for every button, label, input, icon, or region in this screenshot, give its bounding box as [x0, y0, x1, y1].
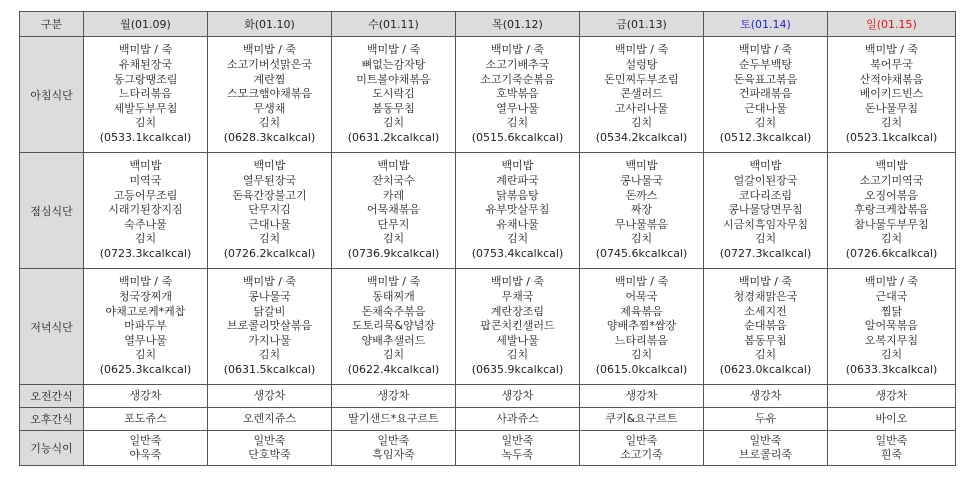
menu-item: (0633.3kcalkcal): [845, 362, 938, 376]
menu-cell: [84, 37, 208, 153]
menu-item: 김치: [630, 348, 653, 362]
menu-item: (0736.9kcalkcal): [347, 246, 440, 260]
menu-item: 일반죽: [625, 434, 658, 447]
menu-item: 백미밥 / 죽: [864, 43, 919, 57]
menu-cell: [332, 37, 456, 153]
menu-cell: [580, 385, 704, 408]
menu-cell: [704, 431, 828, 466]
menu-item: 고등어무조림: [113, 188, 178, 202]
menu-cell: [208, 385, 332, 408]
menu-item: 청국장찌개: [118, 290, 173, 304]
menu-item: 소고기배추국: [485, 58, 550, 72]
menu-cell: [704, 153, 828, 269]
menu-item: 딸기샌드*요구르트: [348, 411, 439, 425]
menu-item: 시금치흑임자무침: [722, 217, 808, 231]
menu-cell: [580, 37, 704, 153]
menu-cell: [828, 408, 956, 431]
menu-item: (0726.6kcalkcal): [845, 246, 938, 260]
menu-cell: [580, 153, 704, 269]
category-header: 구분: [20, 12, 84, 37]
menu-item: (0515.6kcalkcal): [471, 130, 564, 144]
menu-item: 생강차: [625, 388, 658, 402]
menu-cell: [456, 431, 580, 466]
menu-item: 잔치국수: [372, 174, 415, 188]
menu-cell: [456, 408, 580, 431]
menu-item: 백미밥: [253, 159, 286, 173]
menu-item: 김치: [630, 232, 653, 246]
menu-item: 느타리볶음: [118, 87, 173, 101]
menu-item: (0534.2kcalkcal): [595, 130, 688, 144]
weekly-meal-table: [19, 11, 956, 466]
menu-item: 닭볶음탕: [496, 188, 539, 202]
menu-item: (0635.9kcalkcal): [471, 362, 564, 376]
menu-item: 청경채맑은국: [733, 290, 798, 304]
row-afternoon-snack: [20, 408, 956, 431]
menu-item: 카레: [382, 188, 405, 202]
menu-item: 일반죽: [377, 434, 410, 447]
menu-item: 단무지김: [248, 203, 291, 217]
menu-item: 시래기된장지짐: [108, 203, 183, 217]
menu-cell: [704, 37, 828, 153]
menu-item: 야채고로케*케찹: [105, 304, 186, 318]
menu-cell: [84, 385, 208, 408]
menu-item: 두유: [754, 411, 777, 425]
menu-item: 스모크햄야채볶음: [226, 87, 312, 101]
menu-cell: [208, 269, 332, 385]
menu-item: 김치: [880, 232, 903, 246]
menu-item: 일반죽: [875, 434, 908, 447]
menu-item: (0723.3kcalkcal): [99, 246, 192, 260]
menu-cell: [332, 269, 456, 385]
menu-item: 열무나물: [124, 333, 167, 347]
menu-item: 백미밥: [501, 159, 534, 173]
day-header-tue: 화(01.10): [208, 12, 332, 37]
menu-item: 돈육간장불고기: [232, 188, 307, 202]
menu-item: 김치: [506, 116, 529, 130]
menu-item: 일반죽: [501, 434, 534, 447]
menu-item: 백미밥 / 죽: [738, 43, 793, 57]
menu-item: 김치: [754, 348, 777, 362]
menu-cell: [456, 269, 580, 385]
row-breakfast: [20, 37, 956, 153]
menu-item: 포도쥬스: [124, 411, 167, 425]
menu-item: (0726.2kcalkcal): [223, 246, 316, 260]
menu-item: 미역국: [129, 174, 162, 188]
menu-item: 돈나물무침: [864, 101, 919, 115]
menu-cell: [828, 269, 956, 385]
menu-item: 소고기죽순볶음: [480, 72, 555, 86]
menu-item: 야욱죽: [129, 448, 162, 461]
menu-item: 동그랑땡조림: [113, 72, 178, 86]
menu-item: 생강차: [501, 388, 534, 402]
menu-item: 사과쥬스: [496, 411, 539, 425]
menu-item: 쿠키&요구르트: [605, 411, 678, 425]
menu-item: 소고기죽: [620, 448, 663, 461]
menu-item: 생강차: [875, 388, 908, 402]
row-label-lunch: 점심식단: [20, 153, 84, 269]
menu-item: 근대국: [875, 290, 908, 304]
menu-item: 콩나물국: [248, 290, 291, 304]
menu-cell: [456, 153, 580, 269]
menu-item: 생강차: [253, 388, 286, 402]
menu-item: 콘샐러드: [620, 87, 663, 101]
menu-item: 백미밥: [875, 159, 908, 173]
meal-table-body: [20, 37, 956, 466]
day-header-fri: 금(01.13): [580, 12, 704, 37]
menu-cell: [208, 153, 332, 269]
day-header-thu: 목(01.12): [456, 12, 580, 37]
menu-item: 미트볼야채볶음: [356, 72, 431, 86]
menu-item: 김치: [506, 232, 529, 246]
menu-item: 생강차: [749, 388, 782, 402]
menu-item: 어묵국: [625, 290, 658, 304]
menu-cell: [704, 385, 828, 408]
menu-item: 돈민찌두부조림: [604, 72, 679, 86]
menu-item: 생강차: [129, 388, 162, 402]
menu-item: 백미밥: [625, 159, 658, 173]
menu-item: 코다리조림: [738, 188, 793, 202]
menu-cell: [332, 153, 456, 269]
menu-item: 유채나물: [496, 217, 539, 231]
menu-item: 닭갈비: [253, 304, 286, 318]
menu-item: 설렁탕: [625, 58, 658, 72]
menu-item: 백미밥: [129, 159, 162, 173]
menu-item: 동태찌개: [372, 290, 415, 304]
menu-item: 백미밥 / 죽: [490, 43, 545, 57]
menu-item: 김치: [134, 348, 157, 362]
menu-item: 무나물볶음: [614, 217, 669, 231]
menu-item: 김치: [630, 116, 653, 130]
menu-item: 브로콜리맛살볶음: [226, 319, 312, 333]
row-lunch: [20, 153, 956, 269]
menu-cell: [828, 153, 956, 269]
menu-item: 후랑크케찹볶음: [854, 203, 929, 217]
menu-item: 소고기미역국: [859, 174, 924, 188]
menu-item: 얼갈이된장국: [733, 174, 798, 188]
menu-item: 세발두부무침: [113, 101, 178, 115]
menu-item: 브로콜리죽: [738, 448, 793, 461]
menu-cell: [580, 408, 704, 431]
menu-item: 김치: [880, 348, 903, 362]
menu-item: 돈육표고볶음: [733, 72, 798, 86]
day-header-sun: 일(01.15): [828, 12, 956, 37]
menu-item: 뼈없는감자탕: [361, 58, 426, 72]
menu-cell: [704, 408, 828, 431]
menu-item: 백미밥 / 죽: [614, 275, 669, 289]
menu-item: 흰죽: [880, 448, 903, 461]
menu-item: 백미밥 / 죽: [366, 275, 421, 289]
menu-item: 마파두부: [124, 319, 167, 333]
menu-cell: [828, 385, 956, 408]
menu-item: 콩나물국: [620, 174, 663, 188]
menu-cell: [208, 37, 332, 153]
menu-item: 숙주나물: [124, 217, 167, 231]
menu-item: 돈까스: [625, 188, 658, 202]
menu-cell: [84, 431, 208, 466]
menu-item: 열무나물: [496, 101, 539, 115]
menu-item: 산적야채볶음: [859, 72, 924, 86]
menu-item: 백미밥: [749, 159, 782, 173]
menu-item: 도토리묵&양념장: [352, 319, 435, 333]
menu-item: 계란파국: [496, 174, 539, 188]
menu-item: 김치: [506, 348, 529, 362]
menu-item: 알어묵볶음: [864, 319, 919, 333]
menu-cell: [580, 431, 704, 466]
menu-cell: [84, 153, 208, 269]
menu-item: (0631.2kcalkcal): [347, 130, 440, 144]
menu-item: 찜닭: [880, 304, 903, 318]
menu-item: 순대볶음: [744, 319, 787, 333]
menu-item: 유부맛살무침: [485, 203, 550, 217]
menu-item: 제육볶음: [620, 304, 663, 318]
menu-item: 백미밥 / 죽: [242, 275, 297, 289]
menu-item: 백미밥: [377, 159, 410, 173]
menu-item: (0623.0kcalkcal): [719, 362, 812, 376]
menu-item: (0727.3kcalkcal): [719, 246, 812, 260]
menu-item: (0533.1kcalkcal): [99, 130, 192, 144]
menu-cell: [580, 269, 704, 385]
menu-item: 느타리볶음: [614, 333, 669, 347]
menu-cell: [208, 408, 332, 431]
menu-item: 봄동무침: [744, 333, 787, 347]
menu-item: 김치: [258, 116, 281, 130]
menu-item: 백미밥 / 죽: [614, 43, 669, 57]
menu-item: 김치: [382, 348, 405, 362]
menu-item: (0631.5kcalkcal): [223, 362, 316, 376]
menu-cell: [332, 431, 456, 466]
menu-item: 콩나물당면무침: [728, 203, 803, 217]
menu-cell: [332, 408, 456, 431]
menu-item: (0615.0kcalkcal): [595, 362, 688, 376]
menu-item: 오렌지쥬스: [242, 411, 297, 425]
menu-item: 백미밥 / 죽: [738, 275, 793, 289]
menu-item: 근대나물: [248, 217, 291, 231]
menu-item: 짜장: [630, 203, 653, 217]
menu-item: 백미밥 / 죽: [490, 275, 545, 289]
menu-item: 김치: [382, 232, 405, 246]
menu-item: 근대나물: [744, 101, 787, 115]
menu-item: 김치: [258, 232, 281, 246]
menu-item: (0512.3kcalkcal): [719, 130, 812, 144]
row-label-dinner: 저녁식단: [20, 269, 84, 385]
menu-cell: [704, 269, 828, 385]
row-label-breakfast: 아침식단: [20, 37, 84, 153]
menu-item: 계란장조림: [490, 304, 545, 318]
menu-item: 오복지무침: [864, 333, 919, 347]
menu-item: 북어무국: [870, 58, 913, 72]
menu-item: 양배추찜*쌈장: [606, 319, 677, 333]
menu-item: 오징어볶음: [864, 188, 919, 202]
menu-cell: [456, 385, 580, 408]
menu-item: 돈채숙주볶음: [361, 304, 426, 318]
day-header-sat: 토(01.14): [704, 12, 828, 37]
day-header-mon: 월(01.09): [84, 12, 208, 37]
menu-item: (0753.4kcalkcal): [471, 246, 564, 260]
menu-item: 베이키드빈스: [859, 87, 924, 101]
menu-item: (0745.6kcalkcal): [595, 246, 688, 260]
menu-cell: [456, 37, 580, 153]
menu-item: 열무된장국: [242, 174, 297, 188]
menu-item: (0625.3kcalkcal): [99, 362, 192, 376]
menu-item: 녹두죽: [501, 448, 534, 461]
menu-item: 바이오: [875, 411, 908, 425]
menu-cell: [332, 385, 456, 408]
menu-item: 단무지: [377, 217, 410, 231]
row-label-functional: 기능식이: [20, 431, 84, 466]
menu-cell: [828, 431, 956, 466]
day-header-wed: 수(01.11): [332, 12, 456, 37]
menu-item: 일반죽: [129, 434, 162, 447]
menu-item: 일반죽: [749, 434, 782, 447]
row-label-afternoon-snack: 오후간식: [20, 408, 84, 431]
menu-item: 무채국: [501, 290, 534, 304]
menu-item: 팝콘치킨샐러드: [480, 319, 555, 333]
row-label-morning-snack: 오전간식: [20, 385, 84, 408]
menu-item: 순두부백탕: [738, 58, 793, 72]
menu-item: 김치: [754, 232, 777, 246]
menu-item: 계란찜: [253, 72, 286, 86]
menu-item: 김치: [754, 116, 777, 130]
menu-cell: [84, 408, 208, 431]
menu-item: 생강차: [377, 388, 410, 402]
menu-item: 유채된장국: [118, 58, 173, 72]
menu-item: 가지나물: [248, 333, 291, 347]
menu-item: (0523.1kcalkcal): [845, 130, 938, 144]
menu-item: 흑임자죽: [372, 448, 415, 461]
menu-item: 김치: [382, 116, 405, 130]
header-row: [20, 12, 956, 37]
menu-item: 소세지전: [744, 304, 787, 318]
menu-cell: [828, 37, 956, 153]
menu-item: 백미밥 / 죽: [864, 275, 919, 289]
row-functional: [20, 431, 956, 466]
menu-item: 백미밥 / 죽: [118, 43, 173, 57]
menu-item: 김치: [134, 116, 157, 130]
menu-item: 김치: [880, 116, 903, 130]
row-morning-snack: [20, 385, 956, 408]
menu-item: 김치: [258, 348, 281, 362]
menu-item: 백미밥 / 죽: [242, 43, 297, 57]
menu-item: 봄동무침: [372, 101, 415, 115]
row-dinner: [20, 269, 956, 385]
menu-cell: [208, 431, 332, 466]
menu-item: 단호박죽: [248, 448, 291, 461]
menu-item: 호박볶음: [496, 87, 539, 101]
menu-item: 소고기버섯맑은국: [226, 58, 312, 72]
menu-item: 양배추샐러드: [361, 333, 426, 347]
menu-item: 도시락김: [372, 87, 415, 101]
menu-item: 건파래볶음: [738, 87, 793, 101]
menu-item: 김치: [134, 232, 157, 246]
menu-item: 일반죽: [253, 434, 286, 447]
menu-item: (0628.3kcalkcal): [223, 130, 316, 144]
menu-item: 백미밥 / 죽: [366, 43, 421, 57]
menu-cell: [84, 269, 208, 385]
menu-item: 고사리나물: [614, 101, 669, 115]
menu-item: 무생채: [253, 101, 286, 115]
menu-item: 참나물두부무침: [854, 217, 929, 231]
menu-item: 어묵채볶음: [366, 203, 421, 217]
menu-item: 세발나물: [496, 333, 539, 347]
menu-item: (0622.4kcalkcal): [347, 362, 440, 376]
menu-item: 백미밥 / 죽: [118, 275, 173, 289]
